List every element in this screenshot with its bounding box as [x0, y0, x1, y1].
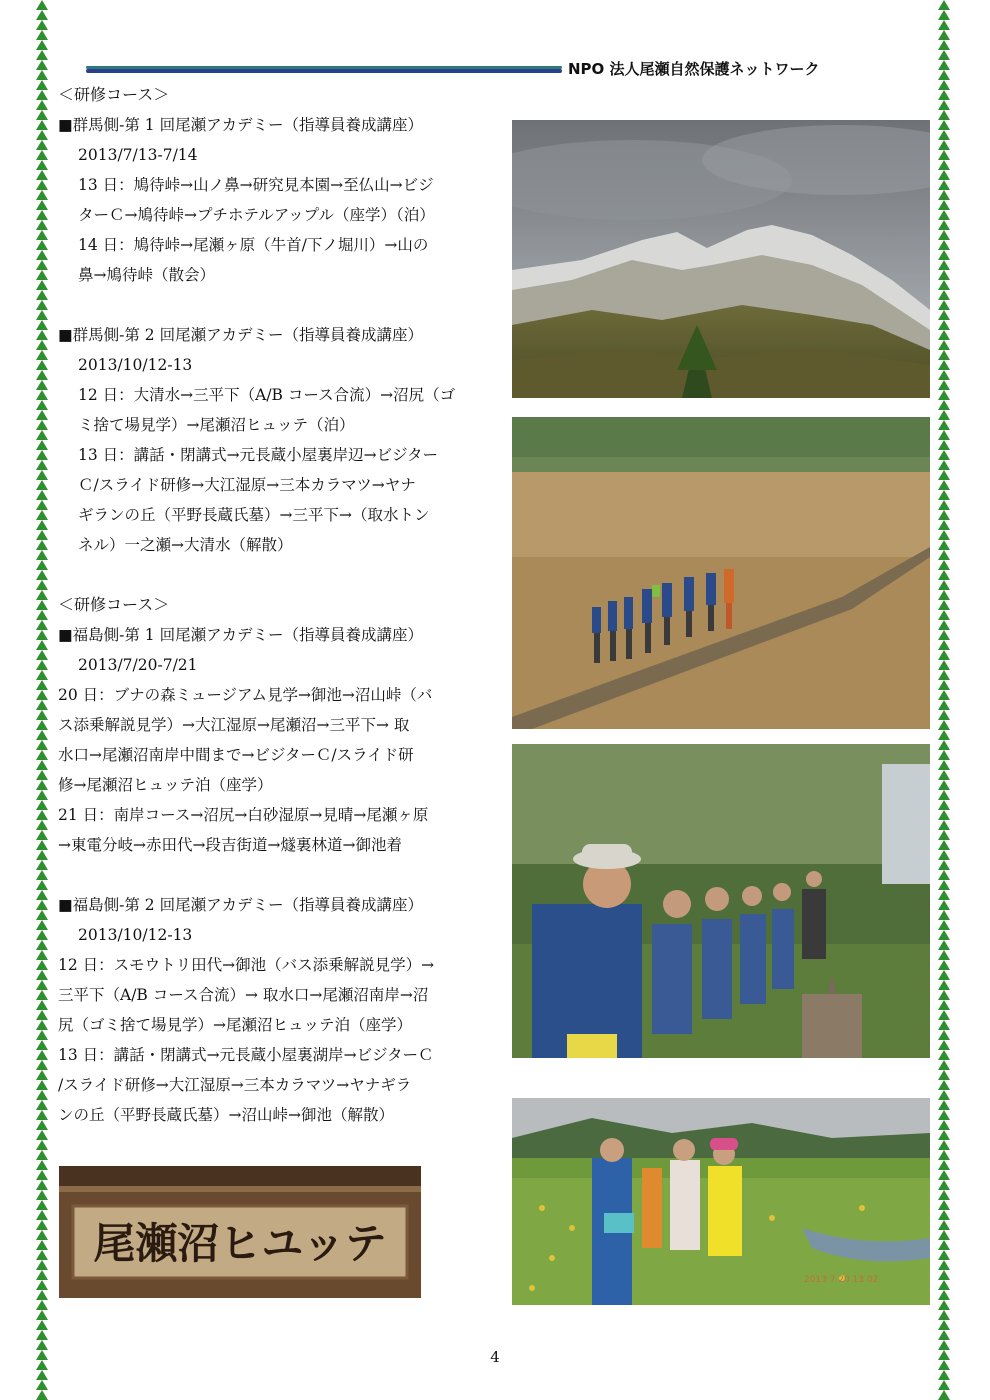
itinerary-line: ス添乗解説見学）→大江湿原→尾瀬沼→三平下→ 取 [58, 716, 410, 734]
left-tree-border [36, 0, 48, 1400]
itinerary-line: 12 日：スモウトリ田代→御池（バス添乗解説見学）→ [58, 956, 435, 974]
course-title: ■福島側-第 1 回尾瀬アカデミー（指導員養成講座） [58, 626, 423, 644]
page-number: 4 [490, 1348, 500, 1366]
itinerary-line: 20 日：ブナの森ミュージアム見学→御池→沼山峠（バ [58, 686, 433, 704]
itinerary-line: 鼻→鳩待峠（散会） [78, 266, 215, 284]
itinerary-line: 21 日：南岸コース→沼尻→白砂湿原→見晴→尾瀬ヶ原 [58, 806, 429, 824]
photo-hikers-forest [512, 744, 930, 1058]
photo-snowy-mountain [512, 120, 930, 398]
itinerary-line: /スライド研修→大江湿原→三本カラマツ→ヤナギラ [58, 1076, 412, 1094]
itinerary-line: →東電分岐→赤田代→段吉街道→燧裏林道→御池着 [58, 836, 402, 854]
course-date: 2013/10/12-13 [78, 926, 193, 944]
itinerary-line: 水口→尾瀬沼南岸中間まで→ビジターＣ/スライド研 [58, 746, 414, 764]
tree-border-left-pattern [36, 0, 48, 1400]
itinerary-line: Ｃ/スライド研修→大江湿原→三本カラマツ→ヤナ [78, 476, 416, 494]
itinerary-line: ンの丘（平野長蔵氏墓）→沼山峠→御池（解散） [58, 1106, 394, 1124]
itinerary-line: 12 日：大清水→三平下（A/B コース合流）→沼尻（ゴ [78, 386, 456, 404]
itinerary-line: ターＣ→鳩待峠→プチホテルアップル（座学）（泊） [78, 206, 435, 224]
itinerary-line: 13 日：講話・閉講式→元長蔵小屋裏湖岸→ビジターＣ [58, 1046, 434, 1064]
photo-group-meadow [512, 1098, 930, 1305]
right-tree-border [938, 0, 950, 1400]
course-title: ■福島側-第 2 回尾瀬アカデミー（指導員養成講座） [58, 896, 423, 914]
itinerary-line: 三平下（A/B コース合流）→ 取水口→尾瀬沼南岸→沼 [58, 986, 429, 1004]
course-title: ■群馬側-第 1 回尾瀬アカデミー（指導員養成講座） [58, 116, 423, 134]
photo-hikers-boardwalk [512, 417, 930, 729]
itinerary-line: 修→尾瀬沼ヒュッテ泊（座学） [58, 776, 273, 794]
section-heading: ＜研修コース＞ [58, 595, 170, 614]
itinerary-line: 13 日：講話・閉講式→元長蔵小屋裏岸辺→ビジター [78, 446, 439, 464]
itinerary-line: 尻（ゴミ捨て場見学）→尾瀬沼ヒュッテ泊（座学） [58, 1016, 412, 1034]
itinerary-line: ギランの丘（平野長蔵氏墓）→三平下→（取水トン [78, 506, 430, 524]
itinerary-line: 14 日：鳩待峠→尾瀬ヶ原（牛首/下ノ堀川）→山の [78, 236, 429, 254]
course-title: ■群馬側-第 2 回尾瀬アカデミー（指導員養成講座） [58, 326, 423, 344]
photo-date-stamp: 2013 7 20 13 02 [804, 1275, 879, 1285]
sign-text: 尾瀬沼ヒユッテ [93, 1219, 387, 1268]
itinerary-line: ミ捨て場見学）→尾瀬沼ヒュッテ（泊） [78, 416, 355, 434]
tree-border-right-pattern [938, 0, 950, 1400]
course-text-column [58, 80, 488, 1130]
itinerary-line: ネル）一之瀬→大清水（解散） [78, 536, 293, 554]
header-decorative-bar [86, 66, 562, 74]
itinerary-line: 13 日：鳩待峠→山ノ鼻→研究見本園→至仏山→ビジ [78, 176, 434, 194]
photo-hut-sign [59, 1166, 421, 1298]
section-heading: ＜研修コース＞ [58, 85, 170, 104]
organization-name: NPO 法人尾瀬自然保護ネットワーク [568, 60, 820, 78]
course-date: 2013/7/13-7/14 [78, 146, 198, 164]
course-date: 2013/7/20-7/21 [78, 656, 198, 674]
course-date: 2013/10/12-13 [78, 356, 193, 374]
